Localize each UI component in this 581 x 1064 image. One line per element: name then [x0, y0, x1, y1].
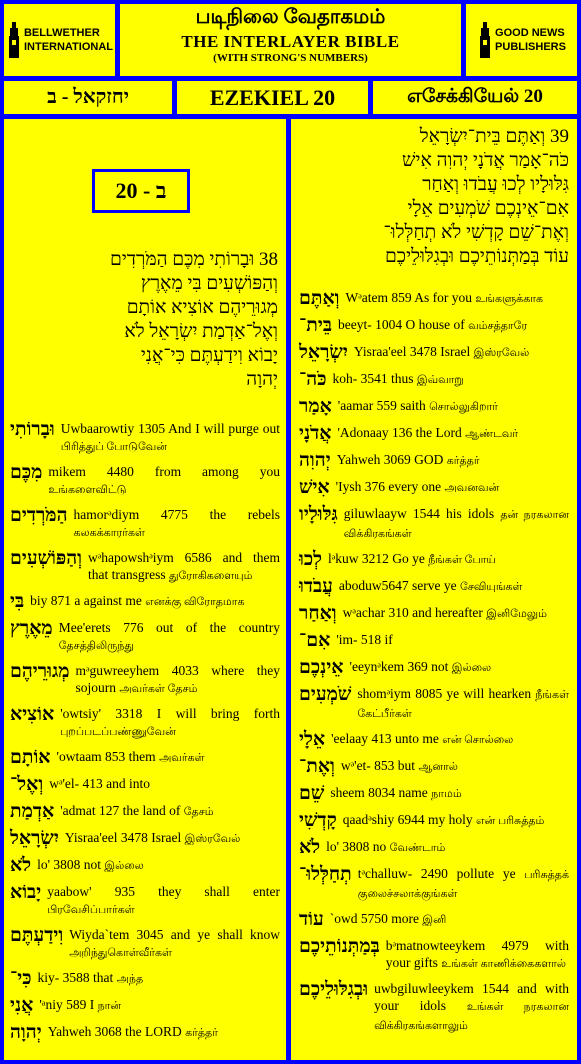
tamil-gloss: கலகக்காரர்கள்	[73, 527, 145, 539]
hebrew-word: אִם־	[299, 630, 331, 651]
word-gloss	[88, 549, 280, 585]
hebrew-word: יִשְׂרָאֵל	[299, 342, 348, 363]
word-gloss	[338, 397, 569, 416]
tamil-gloss: எனக்கு விரோதமாக	[145, 596, 245, 608]
word-gloss	[350, 658, 569, 677]
tamil-gloss: இஸ்ரவேல்	[184, 833, 241, 845]
word-entry	[299, 289, 569, 309]
hebrew-word: לֹא	[299, 837, 321, 858]
word-entry	[299, 910, 569, 930]
bellwether-tower-icon	[6, 20, 22, 60]
tamil-gloss: ஆண்டவர்	[465, 428, 519, 440]
tamil-gloss: பிரித்துப் போடுவேன்	[60, 441, 167, 453]
word-entry	[299, 811, 569, 831]
tamil-gloss: கர்த்தர்	[185, 1027, 218, 1039]
english-gloss: lᵊkuw 3212 Go ye	[328, 551, 425, 566]
hebrew-word: יְהוִה	[299, 450, 331, 471]
word-entry	[299, 316, 569, 336]
hebrew-verse-line: וְאֶת־שֵׁם קָדְשִׁי לֹא תְחַלְּלוּ־	[383, 222, 569, 243]
word-gloss	[331, 730, 569, 749]
tamil-gloss: பரிசுத்தக் குலைச்சலாக்குங்கள்	[357, 869, 569, 900]
word-gloss	[60, 802, 280, 821]
english-gloss: 'im- 518 if	[336, 632, 393, 647]
hebrew-word: אִישׁ	[299, 477, 330, 498]
tamil-gloss: சேவியுங்கள்	[460, 581, 523, 593]
english-gloss: hamorᵊdiym 4775 the rebels	[73, 507, 280, 522]
hebrew-word: עֲבֹדוּ	[299, 576, 333, 597]
hebrew-word: מְגוּרֵיהֶם	[10, 661, 70, 682]
tamil-gloss: தேசத்திலிருந்து	[58, 640, 134, 652]
tamil-gloss: உங்களுக்காக	[475, 293, 544, 305]
word-gloss	[337, 451, 569, 470]
english-gloss: sheem 8034 name	[330, 785, 428, 800]
word-entry	[299, 478, 569, 498]
hebrew-word: תְחַלְּלוּ־	[299, 864, 352, 885]
word-gloss	[65, 829, 280, 848]
hebrew-word: מֵאֶרֶץ	[10, 618, 53, 639]
hebrew-word: הַמֹּרְדִים	[10, 505, 68, 526]
word-gloss	[76, 662, 281, 698]
word-gloss	[59, 619, 280, 655]
word-entry	[10, 748, 280, 768]
english-gloss: 'eelaay 413 unto me	[331, 731, 439, 746]
tamil-gloss: நீங்கள் போய்	[428, 554, 496, 566]
hebrew-word: עוֹד	[299, 909, 324, 930]
tamil-gloss: வம்சத்தாரே	[468, 320, 528, 332]
word-entry	[10, 463, 280, 499]
word-gloss	[69, 926, 280, 962]
hebrew-word: וְהַפּוֹשְׁעִים	[10, 548, 83, 569]
word-entry	[299, 451, 569, 471]
hebrew-word: אֲנִי	[10, 995, 34, 1016]
hebrew-verse-line: גִּלּוּלָיו לְכוּ עֲבֹדוּ וְאַחַר	[422, 174, 569, 195]
tamil-gloss: இல்லை	[104, 860, 144, 872]
hebrew-word: שֵׁם	[299, 783, 325, 804]
english-gloss: wᵊhapowshᵊiym 6586 and them that transgress	[88, 550, 280, 582]
word-gloss	[357, 685, 569, 723]
word-gloss	[326, 838, 569, 857]
good-news-tower-icon	[477, 20, 493, 60]
hebrew-word: אוֹצִיא	[10, 704, 55, 725]
english-gloss: biy 871 a against me	[30, 593, 142, 608]
word-entry	[10, 662, 280, 698]
hebrew-verse-line: 38 וּבָרוֹתִי מִכֶּם הַמֹּרְדִים	[110, 249, 278, 270]
word-entry	[299, 397, 569, 417]
hebrew-word: וְאֶת־	[299, 756, 335, 777]
tamil-gloss: இனி	[422, 914, 447, 926]
tamil-gloss: உங்கள் நரகலான விக்கிரகங்களாலும்	[374, 1001, 569, 1032]
word-entry	[10, 619, 280, 655]
hebrew-verse-line: יָבוֹא וִידַעְתֶּם כִּי־אֲנִי	[140, 345, 278, 366]
tamil-gloss: தேசம்	[183, 806, 214, 818]
english-gloss: 'ᵃniy 589 I	[39, 997, 95, 1012]
tamil-gloss: பிரவேசிப்பார்கள்	[47, 904, 135, 916]
book-english: EZEKIEL 20	[177, 81, 368, 114]
word-entry	[299, 784, 569, 804]
hebrew-word: בִּי	[10, 591, 25, 612]
word-gloss	[354, 343, 569, 362]
hebrew-word: וְאֶל־	[10, 774, 44, 795]
english-gloss: `owd 5750 more	[329, 911, 419, 926]
hebrew-verse-39	[297, 125, 569, 269]
hebrew-word: לְכוּ	[299, 549, 323, 570]
english-gloss: lo' 3808 no	[326, 839, 387, 854]
hebrew-word: אוֹתָם	[10, 747, 51, 768]
english-gloss: 'Adonaay 136 the Lord	[337, 425, 462, 440]
word-entry	[299, 577, 569, 597]
word-gloss	[61, 420, 280, 456]
word-gloss	[336, 631, 569, 650]
word-entry	[10, 549, 280, 585]
title-block	[120, 4, 461, 76]
word-entry	[10, 775, 280, 795]
right-column	[291, 119, 577, 1060]
english-gloss: uwbgiluwleeykem 1544 and with your idols	[374, 981, 569, 1013]
english-gloss: 'owtsiy' 3318 I will bring forth	[60, 706, 280, 721]
hebrew-word: וּבְגִלּוּלֵיכֶם	[299, 979, 369, 1000]
logo-left-line2: INTERNATIONAL	[23, 41, 113, 53]
english-gloss: 'owtaam 853 them	[56, 749, 156, 764]
word-gloss	[341, 757, 569, 776]
word-entry	[299, 838, 569, 858]
hebrew-word: כִּי־	[10, 968, 32, 989]
tamil-gloss: உங்களைவிட்டு	[48, 484, 127, 496]
logo-right-line1: GOOD NEWS	[495, 27, 565, 39]
hebrew-word: יָבוֹא	[10, 882, 42, 903]
right-word-list	[299, 289, 569, 1042]
word-entry	[299, 730, 569, 750]
tamil-gloss: இவ்வாறு	[416, 374, 464, 386]
hebrew-word: אַדְמַת	[10, 801, 55, 822]
english-gloss: Yisraa'eel 3478 Israel	[64, 830, 182, 845]
english-gloss: wᵊ'et- 853 but	[340, 758, 416, 773]
english-gloss: 'eeynᵊkem 369 not	[349, 659, 449, 674]
word-entry	[299, 505, 569, 543]
english-gloss: wᵊ'el- 413 and into	[49, 776, 150, 791]
title-subtitle: (WITH STRONG'S NUMBERS)	[213, 52, 368, 64]
hebrew-word: שֹׁמְעִים	[299, 684, 352, 705]
tamil-gloss: என் சொல்லை	[442, 734, 514, 746]
word-gloss	[343, 811, 569, 830]
english-gloss: Wᵊatem 859 As for you	[345, 290, 472, 305]
word-gloss	[57, 748, 280, 767]
title-tamil: படிநிலை வேதாகமம்	[195, 6, 386, 28]
bellwether-logo	[4, 4, 115, 76]
tamil-gloss: நான்	[97, 1000, 122, 1012]
hebrew-word: קָדְשִׁי	[299, 810, 337, 831]
english-gloss: qaadᵊshiy 6944 my holy	[342, 812, 473, 827]
word-entry	[299, 550, 569, 570]
word-entry	[299, 865, 569, 903]
word-gloss	[60, 705, 280, 741]
word-gloss	[330, 784, 569, 803]
word-gloss	[358, 865, 569, 903]
word-entry	[10, 420, 280, 456]
title-english: THE INTERLAYER BIBLE	[181, 32, 400, 51]
word-entry	[299, 343, 569, 363]
english-gloss: wᵊachar 310 and hereafter	[342, 605, 483, 620]
word-gloss	[336, 478, 569, 497]
word-entry	[10, 506, 280, 542]
english-gloss: mikem 4480 from among you	[48, 464, 280, 479]
word-entry	[299, 370, 569, 390]
left-column	[4, 119, 286, 1060]
tamil-gloss: சொல்லுகிறார்	[429, 401, 498, 413]
tamil-gloss: என் பரிசுத்தம்	[475, 815, 545, 827]
hebrew-word: מִכֶּם	[10, 462, 43, 483]
word-entry	[10, 829, 280, 849]
hebrew-word: אֵינְכֶם	[299, 657, 344, 678]
tamil-gloss: உங்கள் காணிக்கைகளால்	[441, 958, 567, 970]
hebrew-word: וְאַחַר	[299, 603, 337, 624]
english-gloss: tᵊchalluw- 2490 pollute ye	[357, 866, 516, 881]
left-word-list	[10, 420, 280, 1050]
tamil-gloss: ஆனால்	[418, 761, 458, 773]
hebrew-verse-line: כֹּה־אָמַר אֲדֹנָי יְהוִה אִישׁ	[402, 150, 569, 171]
english-gloss: beeyt- 1004 O house of	[338, 317, 465, 332]
hebrew-word: בְּמַתְּנוֹתֵיכֶם	[299, 936, 380, 957]
tamil-gloss: வேண்டாம்	[389, 842, 446, 854]
english-gloss: Yahweh 3068 the LORD	[47, 1024, 182, 1039]
hebrew-verse-line: 39 וְאַתֶּם בֵּית־יִשְׂרָאֵל	[419, 126, 569, 147]
word-gloss	[48, 1023, 280, 1042]
english-gloss: Yahweh 3069 GOD	[336, 452, 444, 467]
hebrew-word: אֲדֹנָי	[299, 423, 332, 444]
english-gloss: 'aamar 559 saith	[337, 398, 426, 413]
tamil-gloss: புறப்படப்பண்ணுவேன்	[60, 726, 176, 738]
hebrew-word: אֵלָי	[299, 729, 326, 750]
tamil-gloss: இஸ்ரவேல்	[473, 347, 530, 359]
word-gloss	[37, 856, 280, 875]
hebrew-word: יִשְׂרָאֵל	[10, 828, 59, 849]
tamil-gloss: அவர்கள் தேசம்	[119, 683, 198, 695]
tamil-gloss: நாமம்	[431, 788, 462, 800]
book-tamil: எசேக்கியேல் 20	[373, 81, 577, 114]
english-gloss: Wiyda`tem 3045 and ye shall know	[69, 927, 280, 942]
english-gloss: koh- 3541 thus	[332, 371, 414, 386]
hebrew-verse-line: וְהַפּוֹשְׁעִים בִּי מֵאֶרֶץ	[140, 273, 278, 294]
hebrew-word: גִּלּוּלָיו	[299, 504, 338, 525]
english-gloss: mᵊguwreeyhem 4033 where they sojourn	[75, 663, 280, 695]
tamil-gloss: கர்த்தர்	[446, 455, 480, 467]
tamil-gloss: தன் நரகலான விக்கிரகங்கள்	[343, 509, 569, 540]
word-gloss	[38, 969, 280, 988]
word-gloss	[333, 370, 570, 389]
english-gloss: shomᵊiym 8085 ye will hearken	[357, 686, 532, 701]
word-gloss	[374, 980, 569, 1035]
word-gloss	[48, 463, 280, 499]
hebrew-word: כֹּה־	[299, 369, 327, 390]
hebrew-word: אָמַר	[299, 396, 332, 417]
book-hebrew: יחזקאל - ב	[4, 81, 172, 114]
word-entry	[299, 658, 569, 678]
word-gloss	[30, 592, 280, 611]
hebrew-verse-line: יְהוָה	[246, 369, 278, 390]
logo-right-line2: PUBLISHERS	[495, 41, 566, 53]
word-entry	[10, 969, 280, 989]
hebrew-verse-line: מְגוּרֵיהֶם אוֹצִיא אוֹתָם	[126, 297, 278, 318]
hebrew-word: וִידַעְתֶּם	[10, 925, 64, 946]
english-gloss: yaabow' 935 they shall enter	[47, 884, 280, 899]
word-entry	[10, 705, 280, 741]
word-gloss	[74, 506, 280, 542]
word-entry	[10, 996, 280, 1016]
word-gloss	[339, 577, 569, 596]
hebrew-verse-line: וְאֶל־אַדְמַת יִשְׂרָאֵל לֹא	[124, 321, 278, 342]
word-gloss	[39, 996, 280, 1015]
word-entry	[10, 926, 280, 962]
english-gloss: Uwbaarowtiy 1305 And I will purge out	[60, 421, 280, 436]
word-gloss	[338, 316, 569, 335]
word-gloss	[328, 550, 569, 569]
english-gloss: 'Iysh 376 every one	[335, 479, 442, 494]
english-gloss: Yisraa'eel 3478 Israel	[353, 344, 471, 359]
word-gloss	[343, 604, 569, 623]
verse-badge: 20 - ב	[92, 169, 190, 213]
hebrew-word: וְאַתֶּם	[299, 288, 340, 309]
word-entry	[299, 424, 569, 444]
tamil-gloss: அவனவன்	[444, 482, 500, 494]
word-entry	[299, 937, 569, 973]
english-gloss: giluwlaayw 1544 his idols	[343, 506, 495, 521]
word-entry	[10, 1023, 280, 1043]
logo-left-line1: BELLWETHER	[23, 27, 100, 39]
tamil-gloss: நீங்கள் கேட்பீர்கள்	[357, 689, 569, 720]
english-gloss: lo' 3808 not	[37, 857, 102, 872]
tamil-gloss: அறிந்துகொள்வீர்கள்	[69, 947, 172, 959]
tamil-gloss: அவர்கள்	[159, 752, 205, 764]
hebrew-word: וּבָרוֹתִי	[10, 419, 55, 440]
word-entry	[299, 757, 569, 777]
word-gloss	[338, 424, 570, 443]
word-entry	[10, 856, 280, 876]
tamil-gloss: இனிமேலும்	[486, 608, 547, 620]
hebrew-verse-line: עוֹד בְּמַתְּנוֹתֵיכֶם וּבְגִלּוּלֵיכֶם	[384, 246, 569, 267]
word-gloss	[49, 775, 280, 794]
word-entry	[299, 631, 569, 651]
english-gloss: aboduw5647 serve ye	[338, 578, 457, 593]
english-gloss: Mee'erets 776 out of the country	[58, 620, 280, 635]
word-gloss	[386, 937, 569, 973]
word-gloss	[47, 883, 280, 919]
hebrew-verse-38	[10, 248, 278, 392]
tamil-gloss: இல்லை	[451, 662, 492, 674]
word-entry	[10, 592, 280, 612]
word-entry	[10, 883, 280, 919]
good-news-logo	[466, 4, 577, 76]
word-gloss	[346, 289, 569, 308]
english-gloss: 'admat 127 the land of	[60, 803, 181, 818]
hebrew-verse-line: אִם־אֵינְכֶם שֹׁמְעִים אֵלָי	[407, 198, 569, 219]
word-gloss	[330, 910, 569, 929]
word-entry	[10, 802, 280, 822]
tamil-gloss: துரோகிகளையும்	[169, 570, 253, 582]
word-entry	[299, 604, 569, 624]
english-gloss: bᵊmatnowteeykem 4979 with your gifts	[385, 938, 569, 970]
hebrew-word: לֹא	[10, 855, 32, 876]
word-entry	[299, 685, 569, 723]
hebrew-word: בֵּית־	[299, 315, 332, 336]
hebrew-word: יְהוָה	[10, 1022, 42, 1043]
english-gloss: kiy- 3588 that	[37, 970, 114, 985]
word-entry	[299, 980, 569, 1035]
word-gloss	[344, 505, 569, 543]
tamil-gloss: அந்த	[116, 973, 144, 985]
